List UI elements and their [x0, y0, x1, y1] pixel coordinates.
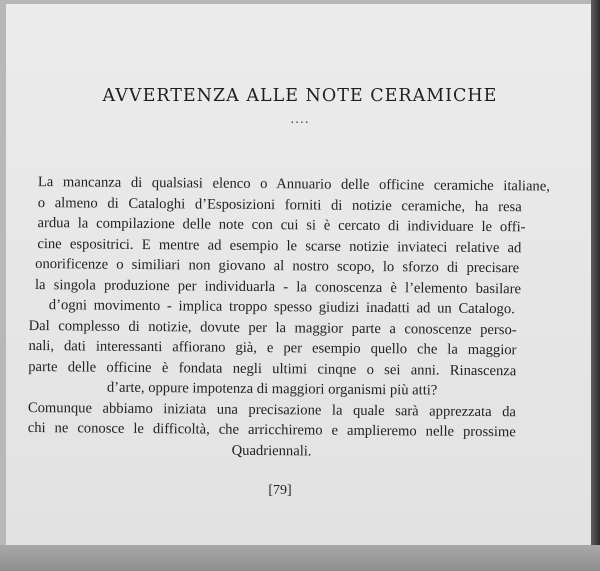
text-line: chi ne conosce le difficoltà, che arricchiremo e amplieremo nelle prossime — [27, 419, 516, 441]
text-line: ardua la compilazione delle note con cui si è cercato di individuare le offi- — [37, 215, 526, 236]
text-line: onorificenze o similiari non giovano al nostro scopo, lo sforzo di precisare — [35, 256, 520, 277]
text-line: Quadriennali. — [231, 442, 312, 459]
title-ornament: .... — [290, 112, 310, 126]
text-line: Comunque abbiamo iniziata una precisazione la quale sarà apprezzata da — [27, 399, 516, 420]
text-line: o almeno di Cataloghi d’Esposizioni forniti di notizie ceramiche, ha resa — [37, 194, 522, 215]
text-line: cine espositrici. E mentre ad esempio le scarse notizie inviateci relative ad — [37, 235, 522, 256]
text-line: d’ogni movimento - implica troppo spesso giudizi inadatti ad un Catalogo. — [48, 297, 515, 318]
scan-edge-bottom — [0, 545, 600, 571]
text-line: nali, dati interessanti affiorano già, e per esempio quello che la maggior — [28, 337, 517, 359]
text-line: la singola produzione per individuarla - la conoscenza è l’elemento basilare — [34, 276, 522, 297]
page-title: AVVERTENZA ALLE NOTE CERAMICHE — [102, 86, 498, 106]
text-line: d’arte, oppure impotenza di maggiori organismi più atti? — [106, 379, 438, 399]
text-line: parte delle officine è fondata negli ultimi cinqne o sei anni. Rinascenza — [28, 358, 517, 379]
body-text — [27, 172, 569, 464]
text-line: La mancanza di qualsiasi elenco o Annuario delle officine ceramiche italiane, — [37, 174, 550, 195]
page-number: [79] — [268, 483, 292, 498]
text-line: Dal complesso di notizie, dovute per la maggior parte a conoscenze perso- — [28, 317, 517, 338]
